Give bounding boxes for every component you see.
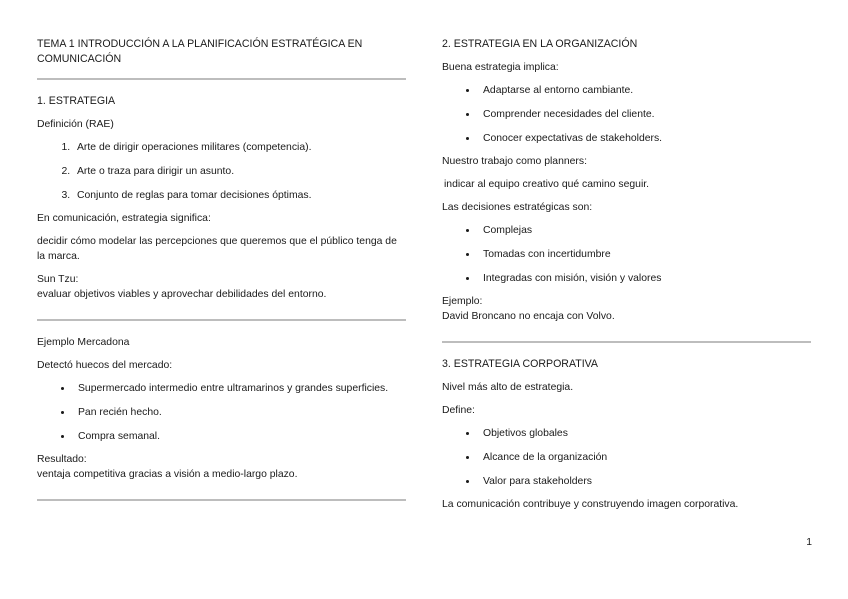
list-item: • Tomadas con incertidumbre (478, 247, 811, 262)
example-list (37, 381, 406, 444)
list-item: • Complejas (478, 223, 811, 238)
good-strategy-list (442, 83, 811, 146)
example-heading: Ejemplo Mercadona (37, 337, 130, 348)
list-item: 3. Conjunto de reglas para tomar decisiones óptimas. (73, 188, 406, 203)
list-item: • Comprender necesidades del cliente. (478, 107, 811, 122)
section-divider (37, 499, 406, 501)
list-item: • Integradas con misión, visión y valores (478, 271, 811, 286)
suntzu-text: evaluar objetivos viables y aprovechar debilidades del entorno. (37, 289, 327, 300)
page-number: 1 (806, 537, 812, 548)
list-item: • Compra semanal. (73, 429, 406, 444)
definition-list (37, 140, 406, 203)
section-divider (442, 341, 811, 343)
suntzu-label: Sun Tzu: (37, 274, 79, 285)
list-item: 1. Arte de dirigir operaciones militares (competencia). (73, 140, 406, 155)
list-item: 2. Arte o traza para dirigir un asunto. (73, 164, 406, 179)
closing-text: La comunicación contribuye y construyendo imagen corporativa. (442, 499, 739, 510)
list-item: • Adaptarse al entorno cambiante. (478, 83, 811, 98)
example-label: Ejemplo: (442, 296, 483, 307)
list-item: • Supermercado intermedio entre ultramarinos y grandes superficies. (73, 381, 406, 396)
list-item: • Alcance de la organización (478, 450, 811, 465)
decisions-label: Las decisiones estratégicas son: (442, 202, 593, 213)
right-column (442, 37, 811, 520)
section-heading-organizacion: 2. ESTRATEGIA EN LA ORGANIZACIÓN (442, 38, 638, 50)
list-item: • Conocer expectativas de stakeholders. (478, 131, 811, 146)
list-item: • Objetivos globales (478, 426, 811, 441)
definition-label: Definición (RAE) (37, 119, 114, 130)
example-intro: Detectó huecos del mercado: (37, 360, 173, 371)
define-list (442, 426, 811, 489)
planners-text: indicar al equipo creativo qué camino seguir. (444, 179, 650, 190)
section-heading-corporativa: 3. ESTRATEGIA CORPORATIVA (442, 358, 598, 370)
document-title: TEMA 1 INTRODUCCIÓN A LA PLANIFICACIÓN ESTRATÉGICA EN COMUNICACIÓN (37, 38, 363, 65)
left-column (37, 37, 406, 515)
planners-label: Nuestro trabajo como planners: (442, 156, 587, 167)
result-label: Resultado: (37, 454, 87, 465)
result-text: ventaja competitiva gracias a visión a medio-largo plazo. (37, 469, 298, 480)
corporate-intro: Nivel más alto de estrategia. (442, 382, 574, 393)
good-strategy-label: Buena estrategia implica: (442, 62, 559, 73)
section-divider (37, 78, 406, 80)
section-divider (37, 319, 406, 321)
define-label: Define: (442, 405, 475, 416)
list-item: • Pan recién hecho. (73, 405, 406, 420)
example-text: David Broncano no encaja con Volvo. (442, 311, 615, 322)
communication-text: decidir cómo modelar las percepciones que queremos que el público tenga de la marca. (37, 236, 397, 262)
decisions-list (442, 223, 811, 286)
list-item: • Valor para stakeholders (478, 474, 811, 489)
communication-label: En comunicación, estrategia significa: (37, 213, 211, 224)
section-heading-estrategia: 1. ESTRATEGIA (37, 95, 116, 107)
